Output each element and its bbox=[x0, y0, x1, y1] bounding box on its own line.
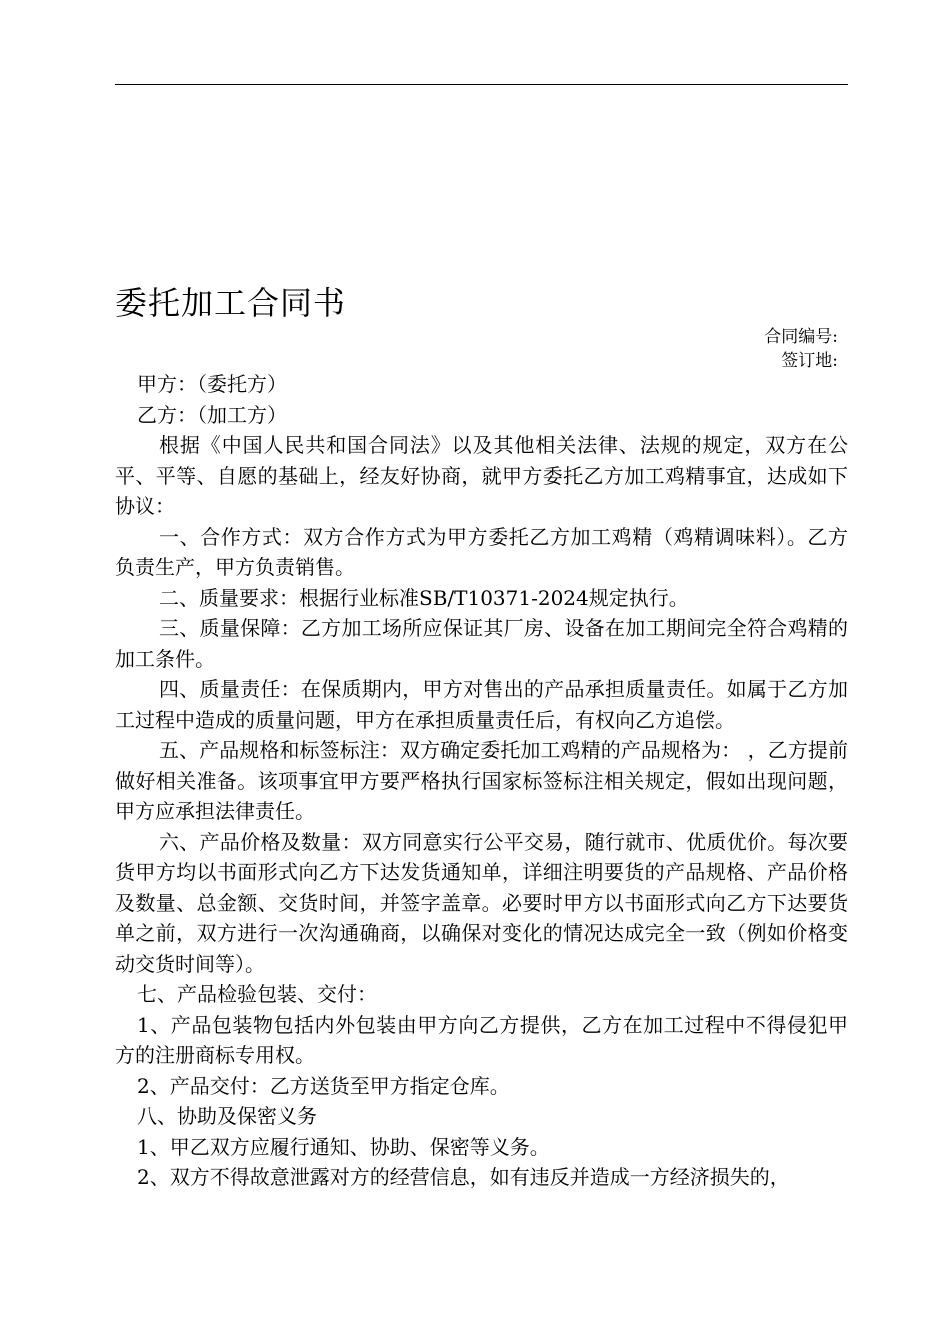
clause-quality-assurance: 三、质量保障：乙方加工场所应保证其厂房、设备在加工期间完全符合鸡精的加工条件。 bbox=[115, 616, 848, 671]
clause-notification-duty: 1、甲乙双方应履行通知、协助、保密等义务。 bbox=[137, 1134, 550, 1159]
clause-inspection-heading: 七、产品检验包装、交付： bbox=[137, 982, 377, 1006]
clause-non-disclosure: 2、双方不得故意泄露对方的经营信息，如有违反并造成一方经济损失的， bbox=[137, 1165, 790, 1189]
signing-place-label: 签订地: bbox=[781, 351, 838, 371]
header-rule bbox=[115, 84, 848, 85]
clause-quality-responsibility: 四、质量责任：在保质期内，甲方对售出的产品承担质量责任。如属于乙方加工过程中造成的质量问题，甲方在承担质量责任后，有权向乙方追偿。 bbox=[115, 677, 848, 732]
clause-price-quantity: 六、产品价格及数量：双方同意实行公平交易，随行就市、优质优价。每次要货甲方均以书面形式向乙方下达发货通知单，详细注明要货的产品规格、产品价格及数量、总金额、交货时间，并签字盖章。必要时甲方以书面形式向乙方下达要货单之前，双方进行一次沟通确商，以确保对变化的情况达成完全一致（例如价格变动交货时间等）。 bbox=[115, 829, 848, 976]
clause-product-spec: 五、产品规格和标签标注：双方确定委托加工鸡精的产品规格为： ，乙方提前做好相关准备。该项事宜甲方要严格执行国家标签标注相关规定，假如出现问题，甲方应承担法律责任。 bbox=[115, 738, 848, 823]
party-a-line: 甲方：（委托方） bbox=[137, 372, 287, 396]
contract-number-label: 合同编号: bbox=[764, 327, 838, 347]
clause-delivery: 2、产品交付：乙方送货至甲方指定仓库。 bbox=[137, 1073, 510, 1098]
clause-cooperation: 一、合作方式：双方合作方式为甲方委托乙方加工鸡精（鸡精调味料）。乙方负责生产，甲方负责销售。 bbox=[115, 524, 848, 579]
contract-body bbox=[115, 369, 848, 1193]
clause-confidentiality-heading: 八、协助及保密义务 bbox=[137, 1104, 317, 1128]
clause-packaging: 1、产品包装物包括内外包装由甲方向乙方提供，乙方在加工过程中不得侵犯甲方的注册商标专用权。 bbox=[115, 1012, 848, 1067]
document-title: 委托加工合同书 bbox=[115, 284, 347, 322]
preamble-paragraph: 根据《中国人民共和国合同法》以及其他相关法律、法规的规定，双方在公平、平等、自愿的基础上，经友好协商，就甲方委托乙方加工鸡精事宜，达成如下协议： bbox=[115, 433, 848, 518]
party-b-line: 乙方：（加工方） bbox=[137, 402, 287, 427]
clause-quality-requirement: 二、质量要求：根据行业标准SB/T10371-2024规定执行。 bbox=[159, 585, 689, 610]
